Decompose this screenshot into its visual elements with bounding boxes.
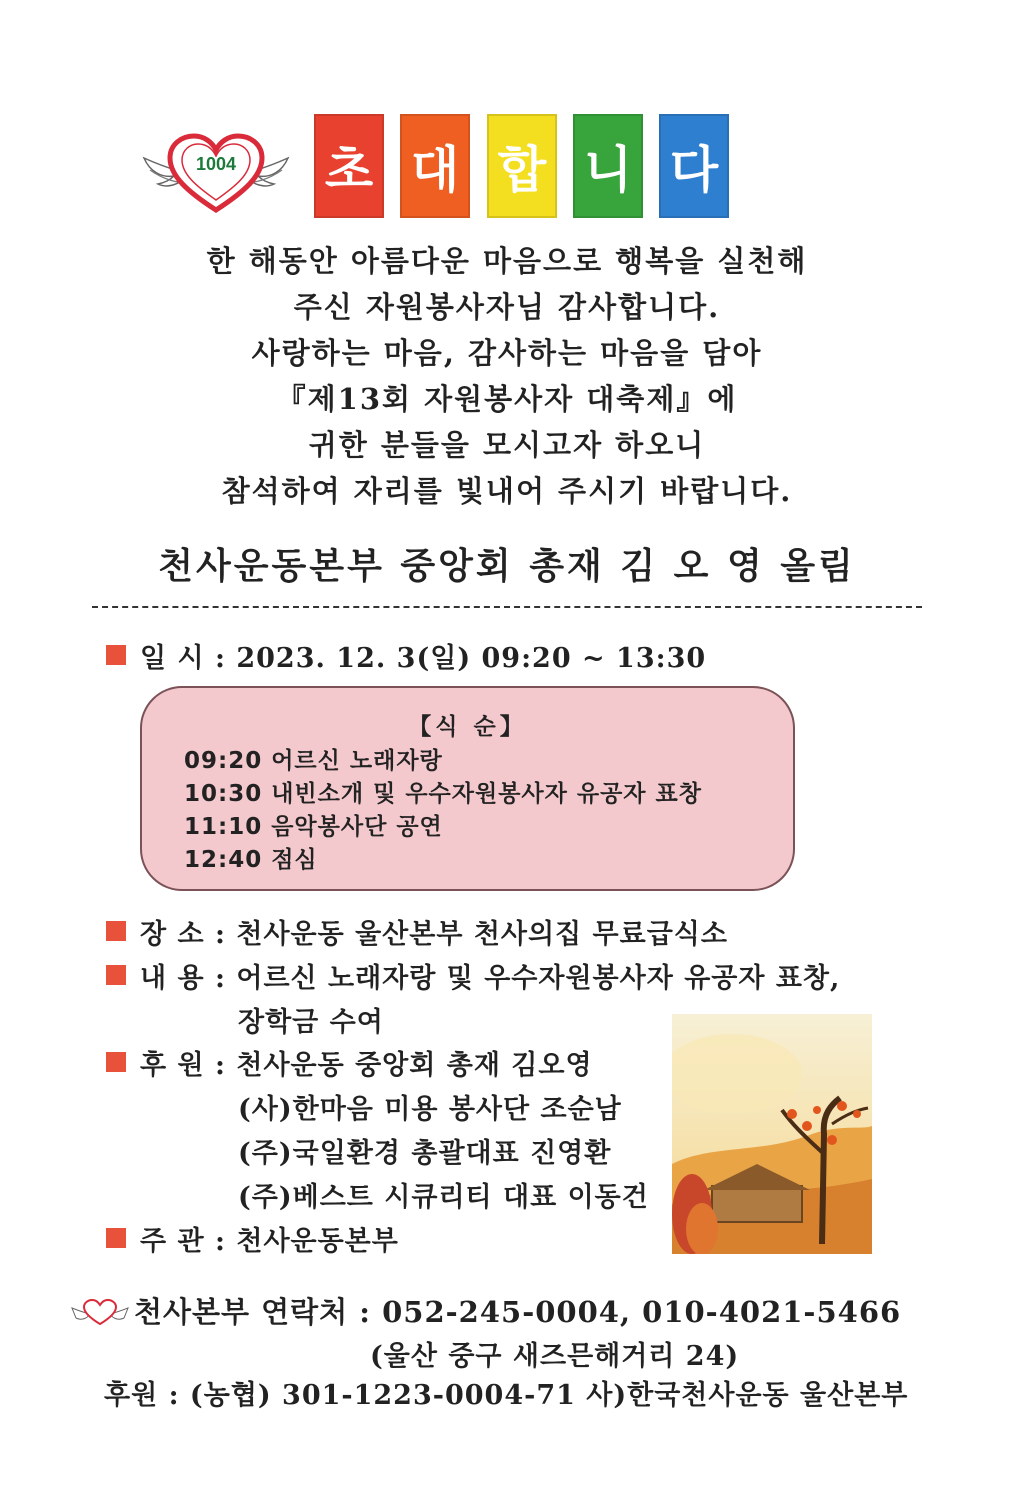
logo-text: 1004 [195,154,237,174]
bank-account: 후원 : (농협) 301-1223-0004-71 사)한국천사운동 울산본부 [104,1380,909,1411]
bullet-square-icon [106,645,126,665]
host-value: 천사운동본부 [236,1226,399,1257]
intro-line-5: 귀한 분들을 모시고자 하오니 [308,428,706,462]
contact-text: 천사본부 연락처 : 052-245-0004, 010-4021-5466 [134,1295,902,1329]
signature: 천사운동본부 중앙회 총재 김 오 영 올림 [158,545,856,587]
schedule-item: 10:30 내빈소개 및 우수자원봉사자 유공자 표창 [184,781,702,807]
intro-line-4: 『제13회 자원봉사자 대축제』에 [276,382,738,416]
title-tile-4: 니 [573,114,643,218]
autumn-tree-illustration [672,1014,872,1254]
schedule-item: 12:40 점심 [184,847,318,873]
bullet-square-icon [106,921,126,941]
title-tile-5: 다 [659,114,729,218]
bullet-square-icon [106,1052,126,1072]
sponsor-line: (주)국일환경 총괄대표 진영환 [238,1138,612,1169]
content-value: 어르신 노래자랑 및 우수자원봉사자 유공자 표창, [236,963,841,994]
place-row: 장 소 : 천사운동 울산본부 천사의집 무료급식소 [106,912,728,951]
bullet-square-icon [106,1228,126,1248]
content-value-2: 장학금 수여 [238,1007,384,1038]
angel-heart-logo [136,128,296,218]
host-label: 주 관 [140,1226,205,1257]
angel-heart-logo-small [70,1298,130,1326]
contact-line [70,1290,901,1331]
invitation-message [0,238,1014,514]
place-value: 천사운동 울산본부 천사의집 무료급식소 [236,919,728,950]
sponsor-line: (사)한마음 미용 봉사단 조순남 [238,1094,622,1125]
dashed-divider [92,606,922,608]
place-label: 장 소 [140,919,205,950]
intro-line-6: 참석하여 자리를 빛내어 주시기 바랍니다. [221,474,793,508]
sponsor-line: (주)베스트 시큐리티 대표 이동건 [238,1182,649,1213]
title-tile-1: 초 [314,114,384,218]
title-tile-3: 합 [487,114,557,218]
sponsor-row: 후 원 : 천사운동 중앙회 총재 김오영 [106,1043,593,1082]
sponsor-label: 후 원 [140,1050,205,1081]
bullet-square-icon [106,965,126,985]
address: (울산 중구 새즈믄해거리 24) [370,1341,740,1372]
intro-line-3: 사랑하는 마음, 감사하는 마음을 담아 [251,336,763,370]
schedule-box [140,686,795,891]
host-row: 주 관 : 천사운동본부 [106,1219,399,1258]
datetime-value: 2023. 12. 3(일) 09:20 ~ 13:30 [236,643,707,674]
content-row: 내 용 : 어르신 노래자랑 및 우수자원봉사자 유공자 표창, [106,956,840,995]
title-tile-2: 대 [400,114,470,218]
schedule-title: 【식 순】 [408,714,527,740]
schedule-item: 09:20 어르신 노래자랑 [184,748,443,774]
datetime-row: 일 시 : 2023. 12. 3(일) 09:20 ~ 13:30 [106,636,706,675]
content-label: 내 용 [140,963,205,994]
datetime-label: 일 시 [140,643,205,674]
intro-line-1: 한 해동안 아름다운 마음으로 행복을 실천해 [206,244,808,278]
schedule-item: 11:10 음악봉사단 공연 [184,814,443,840]
sponsor-line: 천사운동 중앙회 총재 김오영 [236,1050,593,1081]
intro-line-2: 주신 자원봉사자님 감사합니다. [293,290,721,324]
